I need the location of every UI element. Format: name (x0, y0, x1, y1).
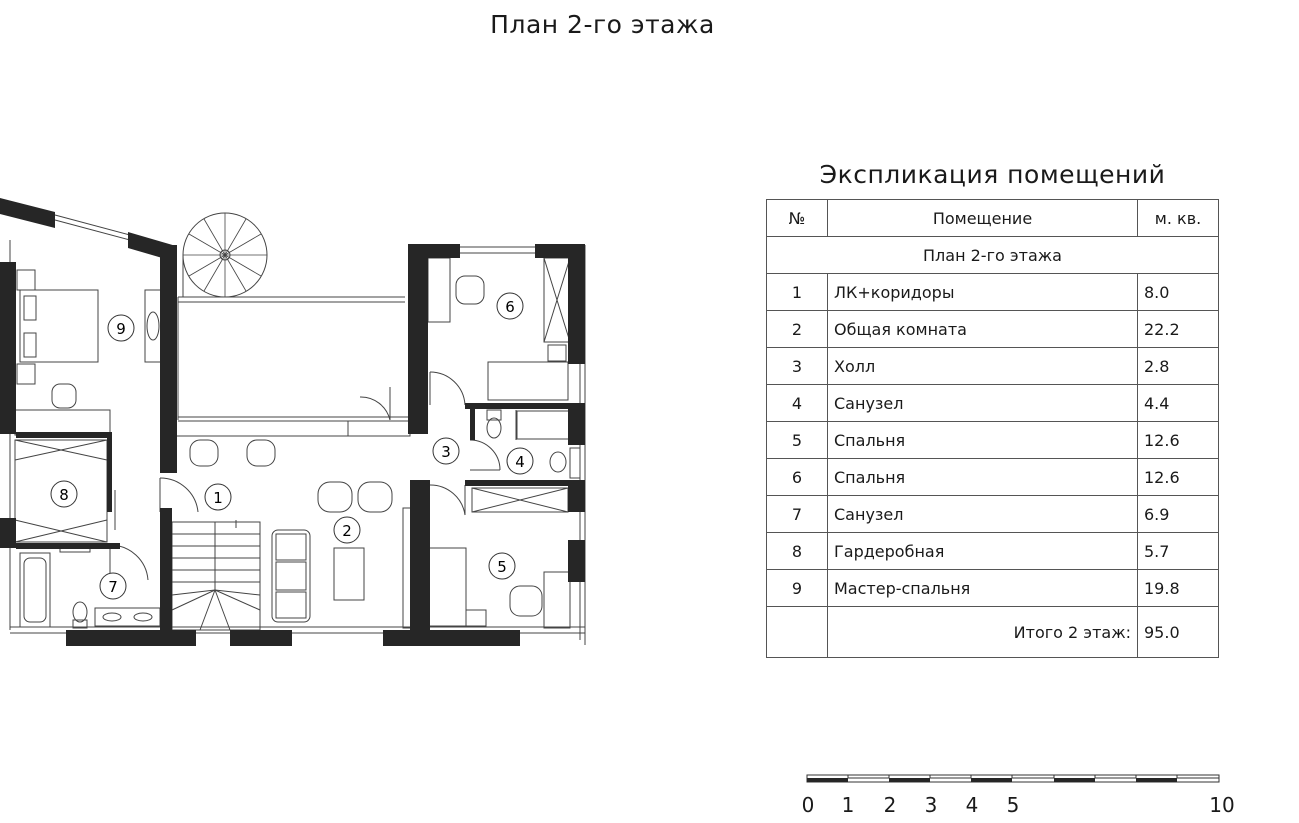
row-name: Санузел (828, 385, 1138, 422)
row-name: Гардеробная (828, 533, 1138, 570)
table-row (767, 496, 1219, 533)
svg-text:7: 7 (108, 578, 118, 596)
svg-text:2: 2 (342, 522, 352, 540)
row-num: 9 (767, 570, 828, 607)
room-marker-9 (108, 315, 134, 341)
header-num: № (767, 200, 828, 237)
row-area: 19.8 (1138, 570, 1219, 607)
row-name: Санузел (828, 496, 1138, 533)
row-num: 7 (767, 496, 828, 533)
table-section-row (767, 237, 1219, 274)
room-marker-4 (507, 448, 533, 474)
row-name: Спальня (828, 422, 1138, 459)
svg-text:6: 6 (505, 298, 515, 316)
row-area: 4.4 (1138, 385, 1219, 422)
svg-text:9: 9 (116, 320, 126, 338)
header-area: м. кв. (1138, 200, 1219, 237)
scale-label-10: 10 (1209, 793, 1235, 817)
row-name: Общая комната (828, 311, 1138, 348)
table-row (767, 311, 1219, 348)
explication-table (766, 199, 1219, 658)
scale-label-0: 0 (801, 793, 815, 817)
row-name: ЛК+коридоры (828, 274, 1138, 311)
explication-title: Экспликация помещений (819, 160, 1166, 189)
svg-text:4: 4 (515, 453, 525, 471)
table-row (767, 274, 1219, 311)
page-title: План 2-го этажа (490, 10, 715, 39)
table-row (767, 385, 1219, 422)
table-row (767, 459, 1219, 496)
scale-label-2: 2 (883, 793, 897, 817)
table-row (767, 422, 1219, 459)
row-area: 22.2 (1138, 311, 1219, 348)
row-area: 8.0 (1138, 274, 1219, 311)
header-room: Помещение (828, 200, 1138, 237)
table-row (767, 533, 1219, 570)
row-num: 2 (767, 311, 828, 348)
room-marker-2 (334, 517, 360, 543)
row-name: Холл (828, 348, 1138, 385)
room-marker-7 (100, 573, 126, 599)
total-label: Итого 2 этаж: (828, 607, 1138, 658)
row-area: 12.6 (1138, 459, 1219, 496)
section-label: План 2-го этажа (767, 237, 1219, 274)
row-num: 5 (767, 422, 828, 459)
row-name: Спальня (828, 459, 1138, 496)
row-name: Мастер-спальня (828, 570, 1138, 607)
svg-text:8: 8 (59, 486, 69, 504)
room-marker-8 (51, 481, 77, 507)
total-num-empty (767, 607, 828, 658)
total-value: 95.0 (1138, 607, 1219, 658)
room-marker-3 (433, 438, 459, 464)
row-area: 5.7 (1138, 533, 1219, 570)
room-marker-6 (497, 293, 523, 319)
svg-text:3: 3 (441, 443, 451, 461)
table-total-row (767, 607, 1219, 658)
row-num: 4 (767, 385, 828, 422)
table-row (767, 348, 1219, 385)
scale-label-4: 4 (965, 793, 979, 817)
row-num: 3 (767, 348, 828, 385)
floor-plan (0, 0, 600, 660)
svg-text:1: 1 (213, 489, 223, 507)
room-marker-5 (489, 553, 515, 579)
room-marker-1 (205, 484, 231, 510)
row-area: 2.8 (1138, 348, 1219, 385)
row-num: 1 (767, 274, 828, 311)
svg-text:5: 5 (497, 558, 507, 576)
row-num: 6 (767, 459, 828, 496)
row-area: 6.9 (1138, 496, 1219, 533)
table-header-row (767, 200, 1219, 237)
row-num: 8 (767, 533, 828, 570)
table-row (767, 570, 1219, 607)
row-area: 12.6 (1138, 422, 1219, 459)
scale-label-3: 3 (924, 793, 938, 817)
scale-label-5: 5 (1006, 793, 1020, 817)
scale-label-1: 1 (841, 793, 855, 817)
